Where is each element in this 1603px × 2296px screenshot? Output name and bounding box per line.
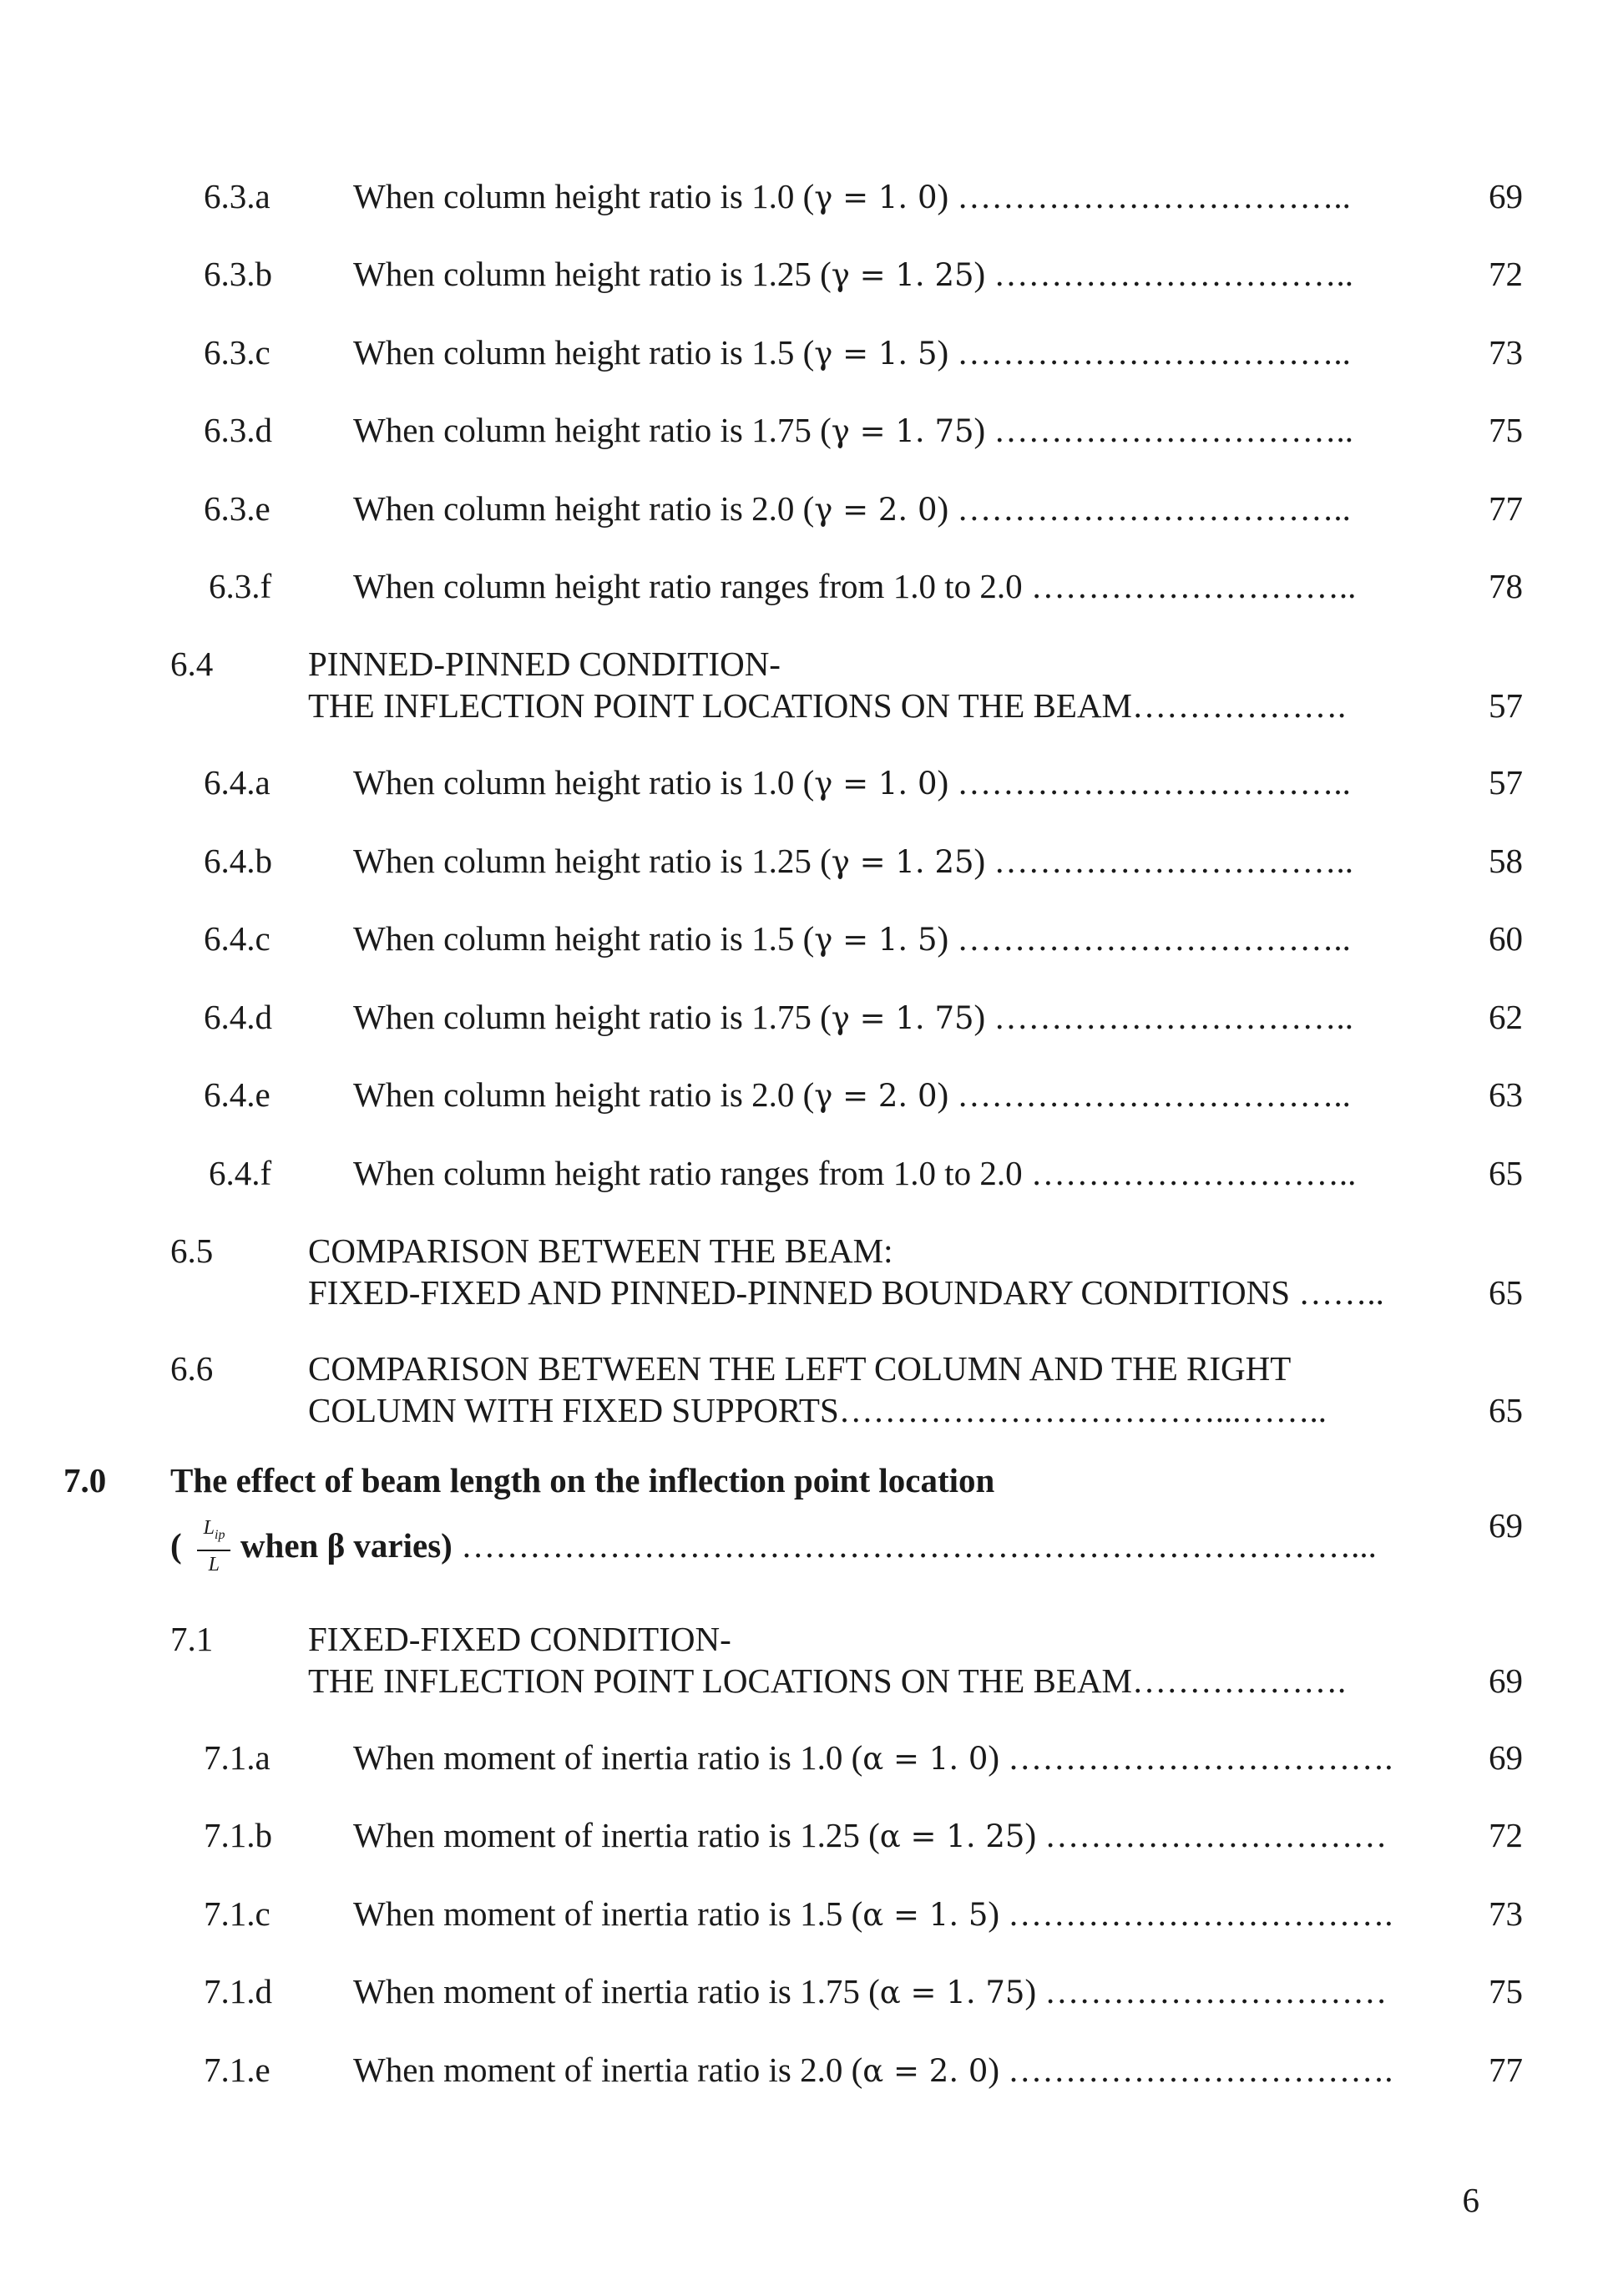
- chapter-paren-open: (: [170, 1526, 182, 1565]
- entry-leader: ) …………………………….: [988, 2051, 1393, 2089]
- entry-title: [353, 1074, 1351, 1117]
- entry-math: γ = 2. 0: [814, 492, 938, 528]
- entry-text: When column height ratio is 1.25 (: [353, 255, 832, 293]
- entry-page: 75: [1489, 411, 1523, 449]
- entry-number: 7.1.e: [204, 2051, 271, 2089]
- entry-text: When column height ratio is 1.0 (: [353, 763, 815, 802]
- entry-leader: ) …………………………..: [973, 842, 1353, 880]
- entry-math: γ = 1. 25: [831, 257, 974, 293]
- entry-number: 7.1.d: [204, 1972, 272, 2010]
- entry-title: [353, 840, 1353, 883]
- entry-page: 62: [1489, 998, 1523, 1036]
- chapter-subtitle-text: when β varies): [231, 1526, 453, 1565]
- section-title-line1: COMPARISON BETWEEN THE LEFT COLUMN AND THE RIGHT: [308, 1349, 1292, 1388]
- entry-number: 7.1.b: [204, 1816, 272, 1854]
- entry-number: 6.3.c: [204, 333, 271, 372]
- entry-text: When moment of inertia ratio is 1.0 (: [353, 1738, 863, 1777]
- entry-math: γ = 1. 25: [831, 844, 974, 880]
- section-page: 65: [1489, 1391, 1523, 1429]
- entry-title: [353, 761, 1351, 805]
- entry-page: 57: [1489, 763, 1523, 802]
- entry-title: [353, 996, 1353, 1039]
- section-page: 69: [1489, 1661, 1523, 1700]
- entry-page: 77: [1489, 2051, 1523, 2089]
- entry-math: γ = 1. 75: [831, 413, 974, 449]
- entry-page: 73: [1489, 333, 1523, 372]
- chapter-page: 69: [1489, 1506, 1523, 1545]
- entry-page: 63: [1489, 1075, 1523, 1114]
- entry-number: 6.4.b: [204, 842, 272, 880]
- section-number: 6.5: [170, 1231, 214, 1270]
- entry-math: γ = 2. 0: [814, 1078, 938, 1114]
- fraction-denominator: L: [208, 1554, 220, 1575]
- fraction-numerator-base: L: [203, 1517, 215, 1539]
- entry-leader: ) …………………………: [1024, 1816, 1388, 1854]
- entry-text: When column height ratio is 2.0 (: [353, 1075, 815, 1114]
- chapter-number: 7.0: [63, 1461, 107, 1499]
- entry-title: When column height ratio ranges from 1.0 to 2.0 ………………………..: [353, 1154, 1357, 1192]
- entry-number: 6.3.a: [204, 177, 271, 215]
- section-number: 7.1: [170, 1620, 214, 1658]
- entry-page: 58: [1489, 842, 1523, 880]
- entry-number: 7.1.c: [204, 1894, 271, 1933]
- entry-number: 6.3.f: [209, 567, 272, 605]
- entry-page: 72: [1489, 1816, 1523, 1854]
- entry-leader: ) …………………………: [1024, 1972, 1388, 2010]
- entry-leader: ) …………………………….: [988, 1738, 1393, 1777]
- entry-number: 6.3.d: [204, 411, 272, 449]
- entry-title: [353, 253, 1353, 296]
- entry-text: When column height ratio is 1.25 (: [353, 842, 832, 880]
- entry-text: When column height ratio is 1.5 (: [353, 333, 815, 372]
- chapter-title: The effect of beam length on the inflection point location: [170, 1461, 995, 1499]
- entry-page: 75: [1489, 1972, 1523, 2010]
- entry-leader: ) ……………………………..: [937, 333, 1351, 372]
- entry-page: 69: [1489, 177, 1523, 215]
- entry-text: When column height ratio is 1.5 (: [353, 919, 815, 958]
- entry-text: When moment of inertia ratio is 1.75 (: [353, 1972, 880, 2010]
- entry-title: [353, 331, 1351, 375]
- section-title-line1: COMPARISON BETWEEN THE BEAM:: [308, 1231, 893, 1270]
- entry-title: [353, 488, 1351, 531]
- entry-text: When column height ratio is 1.75 (: [353, 998, 832, 1036]
- entry-text: When moment of inertia ratio is 1.5 (: [353, 1894, 863, 1933]
- entry-page: 77: [1489, 489, 1523, 528]
- entry-leader: ) …………………………….: [988, 1894, 1393, 1933]
- entry-text: When column height ratio is 1.0 (: [353, 177, 815, 215]
- entry-title: [353, 409, 1353, 453]
- entry-page: 69: [1489, 1738, 1523, 1777]
- page-number: 6: [1462, 2181, 1479, 2219]
- entry-leader: ) ……………………………..: [937, 919, 1351, 958]
- entry-page: 73: [1489, 1894, 1523, 1933]
- entry-math: γ = 1. 5: [814, 922, 938, 958]
- entry-title: [353, 1814, 1387, 1858]
- entry-leader: ) ……………………………..: [937, 177, 1351, 215]
- section-title-line1: FIXED-FIXED CONDITION-: [308, 1620, 731, 1658]
- entry-math: α = 1. 0: [862, 1741, 989, 1777]
- entry-text: When moment of inertia ratio is 1.25 (: [353, 1816, 880, 1854]
- entry-number: 6.3.e: [204, 489, 271, 528]
- section-title-line2: THE INFLECTION POINT LOCATIONS ON THE BEAM……………….: [308, 1661, 1347, 1700]
- entry-math: α = 1. 5: [862, 1897, 989, 1933]
- entry-page: 60: [1489, 919, 1523, 958]
- entry-title: [353, 1893, 1393, 1936]
- entry-math: γ = 1. 75: [831, 1000, 974, 1036]
- entry-title: When column height ratio ranges from 1.0 to 2.0 ………………………..: [353, 567, 1357, 605]
- entry-title: [353, 918, 1351, 961]
- section-page: 57: [1489, 686, 1523, 725]
- entry-page: 78: [1489, 567, 1523, 605]
- fraction-bar: [197, 1550, 230, 1551]
- fraction-numerator-sub: ip: [215, 1527, 225, 1542]
- section-number: 6.4: [170, 645, 214, 683]
- entry-math: α = 1. 25: [879, 1818, 1025, 1854]
- section-title-line2: FIXED-FIXED AND PINNED-PINNED BOUNDARY CONDITIONS ……..: [308, 1273, 1384, 1312]
- entry-title: [353, 1970, 1387, 2014]
- entry-text: When column height ratio is 1.75 (: [353, 411, 832, 449]
- entry-math: γ = 1. 0: [814, 766, 938, 802]
- section-title-line1: PINNED-PINNED CONDITION-: [308, 645, 781, 683]
- section-title-line2: COLUMN WITH FIXED SUPPORTS……………………………...……..: [308, 1391, 1327, 1429]
- entry-number: 6.3.b: [204, 255, 272, 293]
- entry-title: [353, 1737, 1393, 1780]
- entry-math: γ = 1. 5: [814, 336, 938, 372]
- entry-leader: ) …………………………..: [973, 998, 1353, 1036]
- chapter-leader: ……………………………………………………………………...: [452, 1526, 1377, 1565]
- fraction-numerator: [204, 1516, 225, 1547]
- section-number: 6.6: [170, 1349, 214, 1388]
- entry-number: 6.4.f: [209, 1154, 272, 1192]
- entry-leader: ) …………………………..: [973, 255, 1353, 293]
- entry-title: [353, 2049, 1393, 2092]
- chapter-subtitle: [170, 1517, 1377, 1575]
- section-page: 65: [1489, 1273, 1523, 1312]
- entry-title: [353, 175, 1351, 219]
- entry-text: When moment of inertia ratio is 2.0 (: [353, 2051, 863, 2089]
- entry-math: α = 1. 75: [879, 1975, 1025, 2010]
- entry-number: 6.4.c: [204, 919, 271, 958]
- entry-leader: ) ……………………………..: [937, 1075, 1351, 1114]
- ratio-fraction: [182, 1517, 232, 1575]
- entry-leader: ) ……………………………..: [937, 489, 1351, 528]
- entry-number: 6.4.d: [204, 998, 272, 1036]
- entry-leader: ) ……………………………..: [937, 763, 1351, 802]
- entry-number: 7.1.a: [204, 1738, 271, 1777]
- entry-number: 6.4.a: [204, 763, 271, 802]
- section-title-line2: THE INFLECTION POINT LOCATIONS ON THE BEAM……………….: [308, 686, 1347, 725]
- entry-math: γ = 1. 0: [814, 180, 938, 215]
- entry-page: 65: [1489, 1154, 1523, 1192]
- entry-math: α = 2. 0: [862, 2053, 989, 2089]
- entry-text: When column height ratio is 2.0 (: [353, 489, 815, 528]
- entry-page: 72: [1489, 255, 1523, 293]
- entry-leader: ) …………………………..: [973, 411, 1353, 449]
- entry-number: 6.4.e: [204, 1075, 271, 1114]
